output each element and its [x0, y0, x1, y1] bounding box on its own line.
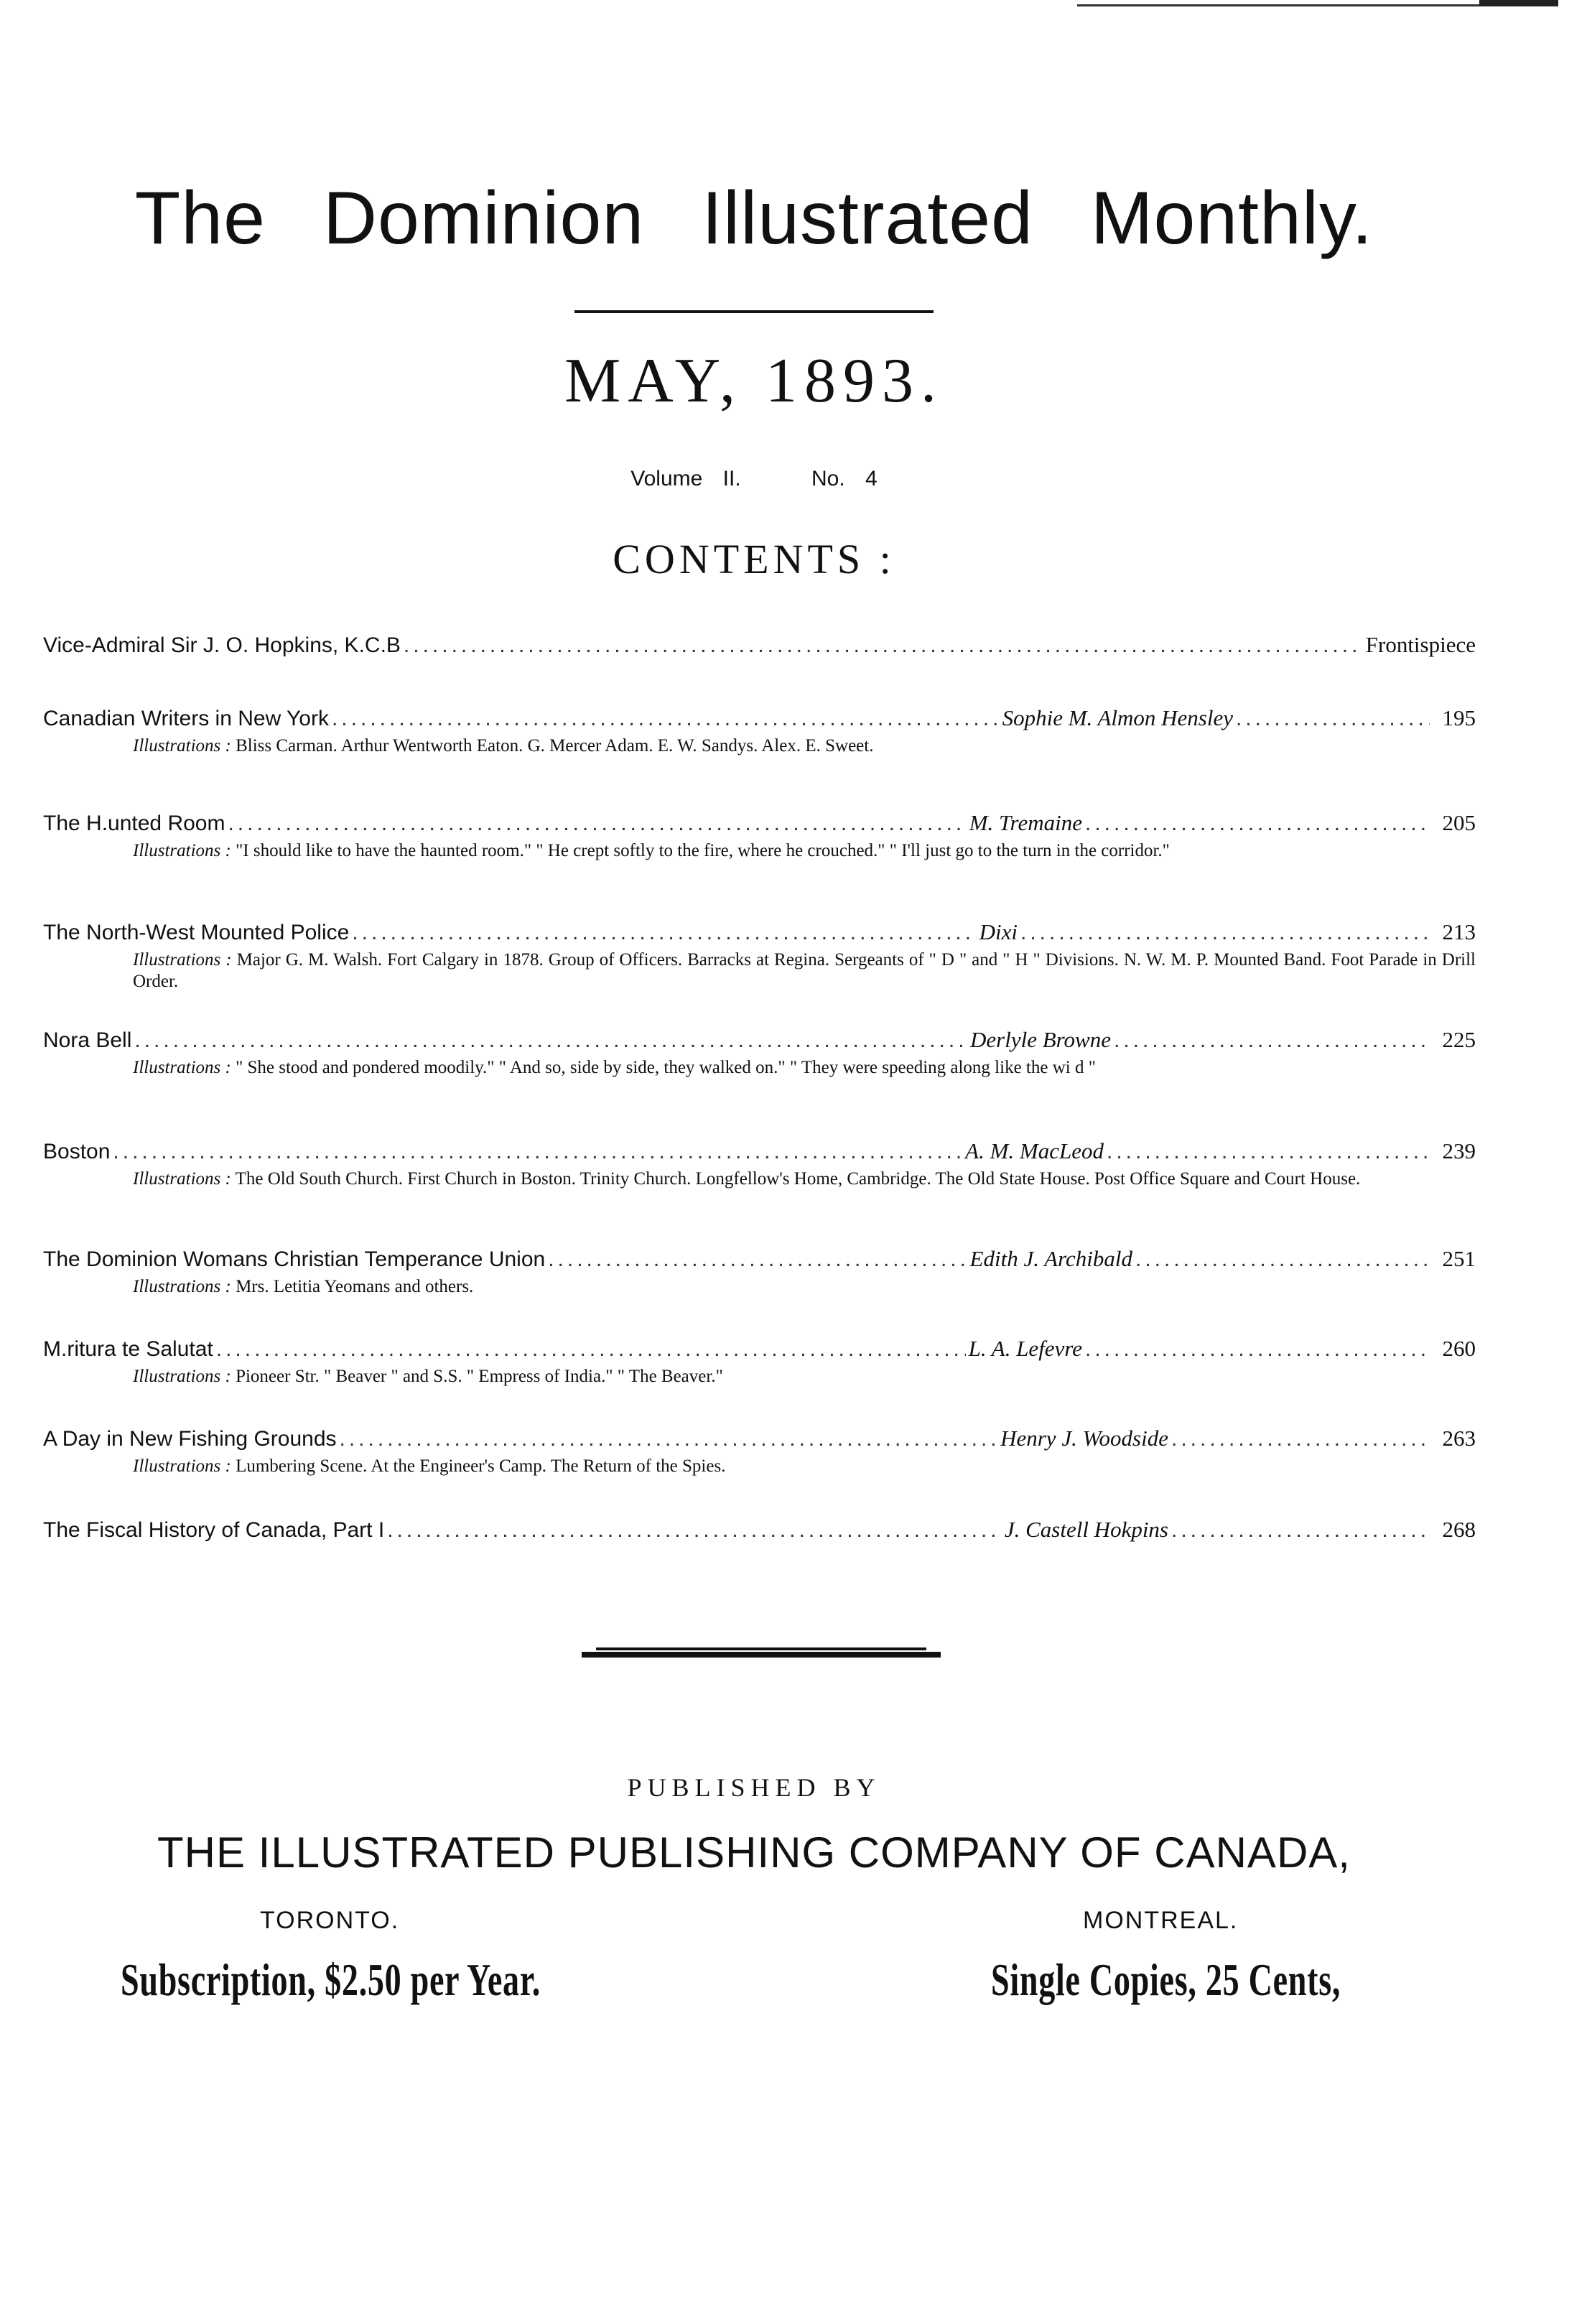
toc-entry-author: J. Castell Hokpins [1004, 1517, 1168, 1542]
ornamental-rule-top [596, 1647, 926, 1650]
toc-entry-illustrations [133, 1366, 1476, 1388]
subscription-price: Subscription, $2.50 per Year. [121, 1954, 541, 2005]
illustrations-list: Mrs. Letitia Yeomans and others. [236, 1277, 474, 1296]
illustrations-list: Bliss Carman. Arthur Wentworth Eaton. G. Mercer Adam. E. W. Sandys. Alex. E. Sweet. [236, 736, 874, 756]
toc-entry-author: Sophie M. Almon Hensley [1002, 705, 1233, 730]
toc-entry-page: 239 [1442, 1138, 1476, 1163]
illustrations-label: Illustrations : [133, 736, 231, 756]
toc-entry-title: The North-West Mounted Police [43, 921, 350, 944]
volume-line [0, 467, 1508, 491]
leader-dots [1107, 1140, 1430, 1164]
toc-entry [43, 632, 1476, 658]
toc-entry-author: L. A. Lefevre [968, 1336, 1082, 1361]
single-copy-price: Single Copies, 25 Cents, [991, 1954, 1341, 2005]
toc-entry [43, 1246, 1476, 1298]
toc-entry-page: 268 [1442, 1517, 1476, 1542]
illustrations-label: Illustrations : [133, 950, 232, 970]
city-montreal: MONTREAL. [1083, 1907, 1239, 1934]
toc-entry-title: Canadian Writers in New York [43, 707, 329, 730]
toc-entry-illustrations [133, 1168, 1476, 1190]
toc-entry-title: The Dominion Womans Christian Temperance Union [43, 1247, 546, 1271]
illustrations-label: Illustrations : [133, 1367, 231, 1386]
illustrations-list: " She stood and pondered moodily." " And so, side by side, they walked on." " They were speeding along like the wi d " [236, 1058, 1096, 1077]
toc-entry [43, 1336, 1476, 1388]
toc-entry [43, 1027, 1476, 1079]
ornamental-rule [582, 1652, 941, 1658]
toc-entry-illustrations [133, 1456, 1476, 1477]
toc-entry-author: Dixi [979, 919, 1018, 944]
toc-entry-title: Nora Bell [43, 1028, 132, 1052]
toc-entry [43, 1426, 1476, 1477]
illustrations-list: Pioneer Str. " Beaver " and S.S. " Empress of India." " The Beaver." [236, 1367, 723, 1386]
toc-entry-page: 213 [1442, 919, 1476, 944]
toc-entry-page: 251 [1442, 1246, 1476, 1271]
toc-entry-illustrations [133, 949, 1476, 993]
leader-dots [352, 921, 976, 945]
leader-dots [134, 1028, 967, 1053]
illustrations-list: "I should like to have the haunted room." " He crept softly to the fire, where he crouched." " I'll just go to the turn in the corridor." [236, 841, 1170, 860]
issue-date: MAY, 1893. [564, 346, 944, 416]
toc-entry [43, 919, 1476, 993]
city-toronto: TORONTO. [260, 1907, 400, 1934]
leader-dots [1236, 707, 1430, 731]
illustrations-list: The Old South Church. First Church in Boston. Trinity Church. Longfellow's Home, Cambridge. The Old State House. Post Office Square and Court House. [235, 1169, 1361, 1189]
leader-dots [1085, 1337, 1430, 1362]
toc-entry-author: Henry J. Woodside [1000, 1426, 1168, 1451]
toc-entry-page: 195 [1442, 705, 1476, 730]
toc-entry-illustrations [133, 1276, 1476, 1298]
toc-entry [43, 810, 1476, 862]
toc-entry-author: Edith J. Archibald [969, 1246, 1132, 1271]
toc-entry [43, 1517, 1476, 1543]
leader-dots [1085, 812, 1430, 836]
toc-entry-illustrations [133, 1057, 1476, 1079]
toc-entry-illustrations [133, 840, 1476, 862]
magazine-title: The Dominion Illustrated Monthly. [134, 177, 1374, 260]
published-by: PUBLISHED BY [627, 1773, 881, 1802]
leader-dots [1171, 1427, 1430, 1451]
toc-entry-title: The Fiscal History of Canada, Part I [43, 1518, 385, 1542]
illustrations-label: Illustrations : [133, 1277, 231, 1296]
leader-dots [1171, 1518, 1430, 1543]
volume-label: Volume II. [630, 467, 741, 491]
leader-dots [1114, 1028, 1430, 1053]
leader-dots [340, 1427, 998, 1451]
toc-entry-title: A Day in New Fishing Grounds [43, 1427, 337, 1451]
toc-entry [43, 1138, 1476, 1190]
toc-entry-author: A. M. MacLeod [965, 1138, 1104, 1163]
toc-entry-illustrations [133, 735, 1476, 757]
toc-entry-page: 260 [1442, 1336, 1476, 1361]
leader-dots [1020, 921, 1430, 945]
illustrations-list: Lumbering Scene. At the Engineer's Camp. The Return of the Spies. [236, 1456, 726, 1476]
leader-dots [404, 633, 1363, 658]
issue-number: No. 4 [811, 467, 878, 491]
leader-dots [228, 812, 966, 836]
toc-entry-title: The H.unted Room [43, 812, 225, 835]
title-divider [574, 310, 934, 313]
leader-dots [113, 1140, 962, 1164]
leader-dots [1135, 1247, 1430, 1272]
toc-entry-author: Derlyle Browne [970, 1027, 1111, 1052]
publisher-name: THE ILLUSTRATED PUBLISHING COMPANY OF CANADA, [157, 1828, 1351, 1877]
illustrations-label: Illustrations : [133, 1058, 231, 1077]
toc-entry-page: 263 [1442, 1426, 1476, 1451]
illustrations-label: Illustrations : [133, 1456, 231, 1476]
illustrations-label: Illustrations : [133, 841, 231, 860]
toc-entry-page: 225 [1442, 1027, 1476, 1052]
toc-entry [43, 705, 1476, 757]
toc-entry-page: 205 [1442, 810, 1476, 835]
contents-heading: CONTENTS : [613, 536, 895, 582]
leader-dots [548, 1247, 967, 1272]
toc-entry-title: Boston [43, 1140, 111, 1163]
leader-dots [332, 707, 1000, 731]
toc-entry-title: Vice-Admiral Sir J. O. Hopkins, K.C.B [43, 633, 401, 657]
toc-entry-title: M.ritura te Salutat [43, 1337, 213, 1361]
toc-entry-author: M. Tremaine [969, 810, 1082, 835]
illustrations-label: Illustrations : [133, 1169, 231, 1189]
leader-dots [216, 1337, 966, 1362]
toc-entry-page: Frontispiece [1365, 632, 1476, 657]
top-edge-mark [1479, 0, 1558, 6]
illustrations-list: Major G. M. Walsh. Fort Calgary in 1878. Group of Officers. Barracks at Regina. Sergeants of " D " and " H " Divisions. N. W. M. P. Mounted Band. Foot Parade in Drill Order. [133, 950, 1476, 991]
leader-dots [387, 1518, 1002, 1543]
